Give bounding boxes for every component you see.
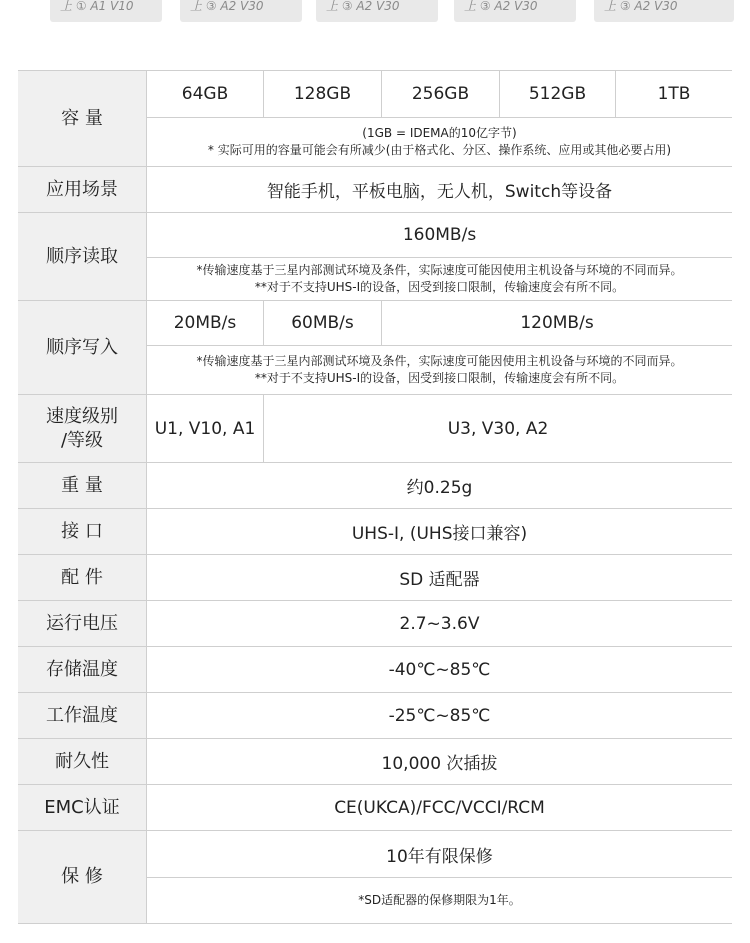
write-value-cell <box>147 301 732 394</box>
weight-value: 约0.25g <box>406 478 473 498</box>
speed-class-label <box>18 395 147 462</box>
accessory-label: 配 件 <box>18 555 147 600</box>
spec-row-read <box>18 213 732 301</box>
capacity-notes <box>147 118 732 166</box>
write-label: 顺序写入 <box>18 301 147 394</box>
durability-value: 10,000 次插拔 <box>381 754 498 774</box>
product-card: 上 ③ A2 V30 <box>594 0 734 22</box>
usage-value: 智能手机，平板电脑，无人机，Switch等设备 <box>266 182 613 202</box>
spec-row-weight <box>18 463 732 509</box>
read-value-cell <box>147 213 732 300</box>
capacity-option: 64GB <box>147 71 264 117</box>
spec-row-emc <box>18 785 732 831</box>
interface-value: UHS-I, (UHS接口兼容) <box>351 524 528 544</box>
capacity-option: 1TB <box>657 84 691 104</box>
voltage-label: 运行电压 <box>18 601 147 646</box>
emc-label: EMC认证 <box>18 785 147 830</box>
read-label: 顺序读取 <box>18 213 147 300</box>
spec-row-storage-temp <box>18 647 732 693</box>
capacity-option: 128GB <box>264 71 382 117</box>
read-notes <box>147 258 732 300</box>
product-card: 上 ③ A2 V30 <box>180 0 302 22</box>
write-note: **对于不支持UHS-I的设备，因受到接口限制，传输速度会有所不同。 <box>254 371 625 385</box>
spec-row-write <box>18 301 732 395</box>
write-note: *传输速度基于三星内部测试环境及条件，实际速度可能因使用主机设备与环境的不同而异。 <box>196 354 683 368</box>
voltage-value: 2.7~3.6V <box>399 613 480 634</box>
operating-temp-label: 工作温度 <box>18 693 147 738</box>
spec-row-warranty <box>18 831 732 924</box>
capacity-value <box>147 71 732 166</box>
write-speed: 60MB/s <box>264 301 382 345</box>
capacity-option: 256GB <box>382 71 500 117</box>
interface-label: 接 口 <box>18 509 147 554</box>
spec-row-speed-class <box>18 395 732 463</box>
speed-class-option: U1, V10, A1 <box>147 395 264 462</box>
speed-class-option: U3, V30, A2 <box>447 418 549 439</box>
capacity-option: 512GB <box>500 71 616 117</box>
spec-row-voltage <box>18 601 732 647</box>
durability-label: 耐久性 <box>18 739 147 784</box>
capacity-label: 容 量 <box>18 71 147 166</box>
read-note: *传输速度基于三星内部测试环境及条件，实际速度可能因使用主机设备与环境的不同而异。 <box>196 263 683 277</box>
capacity-options <box>147 71 732 118</box>
warranty-label: 保 修 <box>18 831 147 923</box>
usage-label: 应用场景 <box>18 167 147 212</box>
warranty-value: 10年有限保修 <box>386 846 493 867</box>
product-cards-strip <box>0 0 750 24</box>
write-speed-row <box>147 301 732 346</box>
storage-temp-label: 存储温度 <box>18 647 147 692</box>
operating-temp-value: -25℃~85℃ <box>388 705 491 726</box>
accessory-value: SD 适配器 <box>399 570 480 590</box>
speed-class-value <box>147 395 732 462</box>
warranty-note: *SD适配器的保修期限为1年。 <box>358 893 521 907</box>
product-card: 上 ③ A2 V30 <box>316 0 438 22</box>
read-note: **对于不支持UHS-I的设备，因受到接口限制，传输速度会有所不同。 <box>254 280 625 294</box>
product-card: 上 ① A1 V10 <box>50 0 162 22</box>
spec-row-durability <box>18 739 732 785</box>
spec-row-usage <box>18 167 732 213</box>
capacity-note: (1GB = IDEMA的10亿字节) <box>362 126 517 140</box>
emc-value: CE(UKCA)/FCC/VCCI/RCM <box>334 797 545 818</box>
read-speed-row <box>147 213 732 258</box>
write-notes <box>147 346 732 394</box>
warranty-main-row <box>147 831 732 878</box>
speed-class-label-line: 速度级别 <box>46 405 118 427</box>
spec-row-capacity <box>18 71 732 167</box>
speed-class-label-line: /等级 <box>60 429 104 451</box>
spec-table <box>18 70 732 924</box>
write-speed: 20MB/s <box>147 301 264 345</box>
spec-row-interface <box>18 509 732 555</box>
spec-row-accessory <box>18 555 732 601</box>
warranty-value-cell <box>147 831 732 923</box>
product-card: 上 ③ A2 V30 <box>454 0 576 22</box>
weight-label: 重 量 <box>18 463 147 508</box>
capacity-note: * 实际可用的容量可能会有所减少(由于格式化、分区、操作系统、应用或其他必要占用) <box>207 143 672 157</box>
storage-temp-value: -40℃~85℃ <box>388 659 491 680</box>
spec-row-operating-temp <box>18 693 732 739</box>
read-speed: 160MB/s <box>402 225 477 245</box>
write-speed: 120MB/s <box>520 313 594 333</box>
